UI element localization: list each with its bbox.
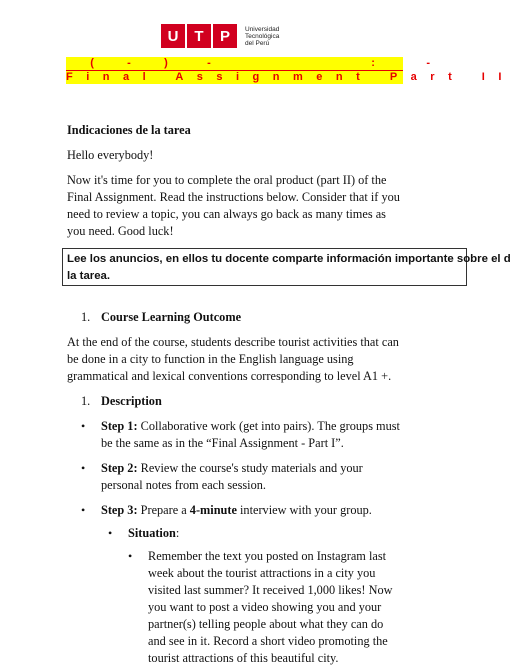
utp-logo [161, 22, 279, 50]
logo-university-name [245, 26, 279, 47]
numbered-heading-description [81, 393, 405, 410]
logo-letter-t: T [187, 24, 211, 48]
greeting: Hello everybody! [67, 148, 154, 162]
situation-item [108, 525, 405, 542]
logo-line-1: Universidad [245, 25, 280, 33]
numbered-heading-outcome [81, 309, 405, 326]
document-body [67, 122, 511, 667]
list-item-step-1 [81, 418, 405, 452]
sub-bullet-icon: • [108, 526, 113, 540]
situation-heading [128, 525, 179, 542]
bullet-icon: • [81, 461, 86, 475]
list-item-step-2 [81, 460, 405, 494]
step-3-duration: 4-minute [189, 503, 237, 517]
step-3-label: Step 3: [101, 503, 138, 517]
description-heading: Description [101, 394, 162, 408]
bullet-icon: • [81, 503, 86, 517]
step-3-text [101, 502, 405, 519]
step-1-body: Collaborative work (get into pairs). The groups must be the same as in the “Final Assignment - Part I”. [101, 419, 400, 450]
situation-label: Situation [128, 526, 176, 540]
step-2-text [101, 460, 405, 494]
intro-paragraph: Now it's time for you to complete the oral product (part II) of the Final Assignment. Read the instructions below. Consider that if you need to review a topic, you can always go back as many times as you need. Good luck! [67, 173, 400, 238]
outcome-paragraph: At the end of the course, students describe tourist activities that can be done in a city to function in the English language using grammatical and lexical conventions corresponding to level A1 +. [67, 335, 399, 383]
logo-letter-u: U [161, 24, 185, 48]
steps-list [67, 418, 405, 519]
notice-box [62, 248, 511, 286]
situation-text: Remember the text you posted on Instagram last week about the tourist attractions in a city you visited last summer? It received 1,000 likes! Now you want to post a video showing you and your partner(s) telling people about what they can do and see in it. Record a short video promoting the tourist attractions of this beautiful city. [148, 549, 393, 665]
bullet-icon: • [128, 549, 133, 563]
step-1-text [101, 418, 405, 452]
bullet-icon: • [81, 419, 86, 433]
step-3-body-b: interview with your group. [236, 503, 372, 517]
notice-line-1: Lee los anuncios, en ellos tu docente comparte información importante sobre el d [67, 253, 511, 265]
situation-detail [128, 548, 393, 667]
outcome-heading: Course Learning Outcome [101, 310, 242, 324]
list-number: 1. [81, 394, 91, 408]
step-3-body-a: Prepare a [137, 503, 190, 517]
step-2-label: Step 2: [101, 461, 138, 475]
logo-letter-p: P [213, 24, 237, 48]
notice-line-2: la tarea. [67, 270, 111, 282]
logo-line-3: del Perú [245, 39, 270, 47]
list-item-step-3 [81, 502, 405, 519]
header-band-row-1: ( - ) - : - [66, 57, 434, 69]
list-number: 1. [81, 310, 91, 324]
step-2-body: Review the course's study materials and your personal notes from each session. [101, 461, 363, 492]
header-band [66, 57, 515, 84]
section-title: Indicaciones de la tarea [67, 123, 191, 137]
document-title: Final Assignment Part II [66, 71, 515, 83]
situation-colon: : [175, 526, 180, 540]
logo-line-2: Tecnológica [245, 32, 280, 40]
step-1-label: Step 1: [101, 419, 138, 433]
